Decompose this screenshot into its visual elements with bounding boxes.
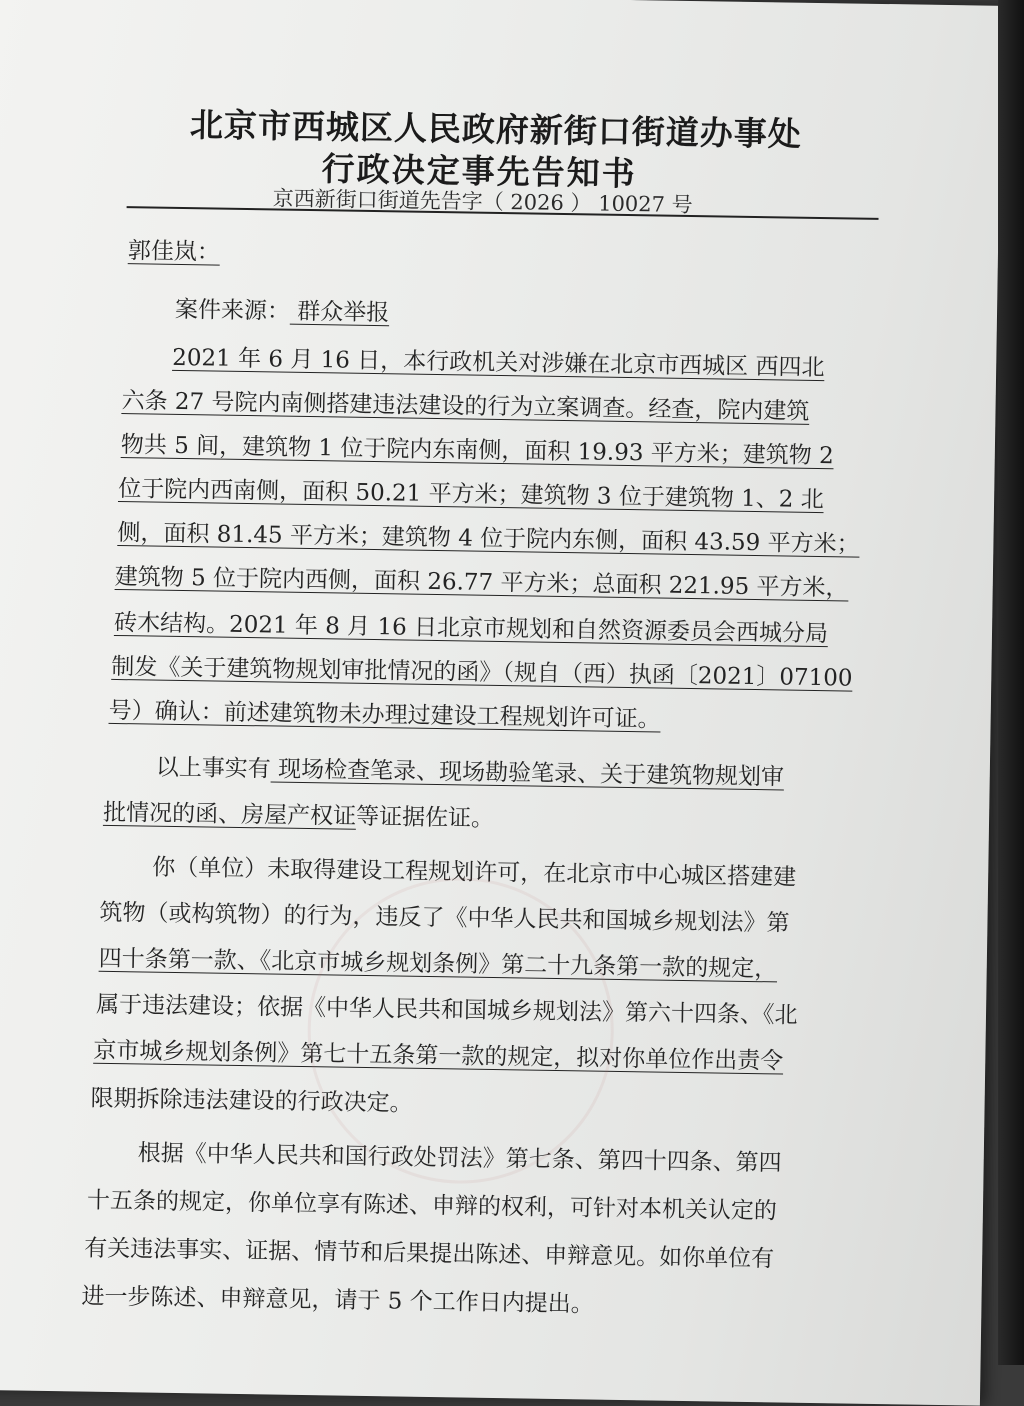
case-source-value: 群众举报 bbox=[289, 298, 390, 327]
fact-line-4: 位于院内西南侧，面积 50.21 平方米；建筑物 3 位于建筑物 1、2 北 bbox=[117, 476, 824, 514]
evidence-prefix: 以上事实有 bbox=[155, 754, 271, 783]
case-source bbox=[175, 291, 390, 327]
evidence-suffix: 等证据佐证。 bbox=[355, 803, 495, 832]
violation-line-6: 限期拆除违法建设的行政决定。 bbox=[90, 1085, 413, 1117]
rights-line-2: 十五条的规定，你单位享有陈述、申辩的权利，可针对本机关认定的 bbox=[86, 1187, 778, 1225]
evidence-list-part2: 批情况的函、房屋产权证 bbox=[102, 799, 357, 830]
case-source-label: 案件来源： bbox=[174, 296, 291, 325]
violation-line-5: 京市城乡规划条例》第七十五条第一款的规定，拟对你单位作出责令 bbox=[93, 1037, 784, 1075]
fact-line-5: 侧，面积 81.45 平方米；建筑物 4 位于院内东侧，面积 43.59 平方米； bbox=[117, 520, 860, 558]
addressee: 郭佳岚： bbox=[127, 238, 221, 266]
fact-line-9: 号）确认：前述建筑物未办理过建设工程规划许可证。 bbox=[108, 697, 661, 733]
fact-line-1: 2021 年 6 月 16 日，本行政机关对涉嫌在北京市西城区 西四北 bbox=[172, 344, 825, 382]
violation-line-2: 筑物（或构筑物）的行为，违反了《中华人民共和国城乡规划法》第 bbox=[99, 899, 790, 937]
rights-line-3: 有关违法事实、证据、情节和后果提出陈述、申辩意见。如你单位有 bbox=[84, 1235, 775, 1273]
rights-line-4: 进一步陈述、申辩意见，请于 5 个工作日内提出。 bbox=[81, 1283, 594, 1318]
evidence-line-1 bbox=[156, 749, 785, 792]
rights-line-1: 根据《中华人民共和国行政处罚法》第七条、第四十四条、第四 bbox=[137, 1140, 782, 1177]
fact-line-7: 砖木结构。2021 年 8 月 16 日北京市规划和自然资源委员会西城分局 bbox=[113, 609, 829, 648]
evidence-line-2 bbox=[103, 794, 494, 833]
issuer-title: 北京市西城区人民政府新街口街道办事处 bbox=[189, 105, 803, 154]
violation-line-3: 四十条第一款、《北京市城乡规划条例》第二十九条第一款的规定， bbox=[98, 945, 778, 983]
evidence-list-part1: 现场检查笔录、现场勘验笔录、关于建筑物规划审 bbox=[270, 756, 785, 791]
violation-line-4: 属于违法建设；依据《中华人民共和国城乡规划法》第六十四条、《北 bbox=[95, 991, 798, 1029]
background-edge bbox=[998, 0, 1024, 1365]
document-title: 行政决定事先告知书 bbox=[321, 149, 638, 194]
fact-line-2: 六条 27 号院内南侧搭建违法建设的行为立案调查。经查，院内建筑 bbox=[121, 388, 810, 425]
violation-line-1: 你（单位）未取得建设工程规划许可，在北京市中心城区搭建建 bbox=[152, 854, 797, 891]
fact-line-3: 物共 5 间，建筑物 1 位于院内东南侧，面积 19.93 平方米；建筑物 2 bbox=[120, 432, 834, 470]
fact-line-8: 制发《关于建筑物规划审批情况的函》（规自（西）执函〔2021〕07100 bbox=[111, 653, 853, 692]
fact-line-6: 建筑物 5 位于院内西侧，面积 26.77 平方米；总面积 221.95 平方米， bbox=[114, 563, 849, 602]
document-number: 京西新街口街道先告字（ 2026 ） 10027 号 bbox=[272, 186, 693, 217]
